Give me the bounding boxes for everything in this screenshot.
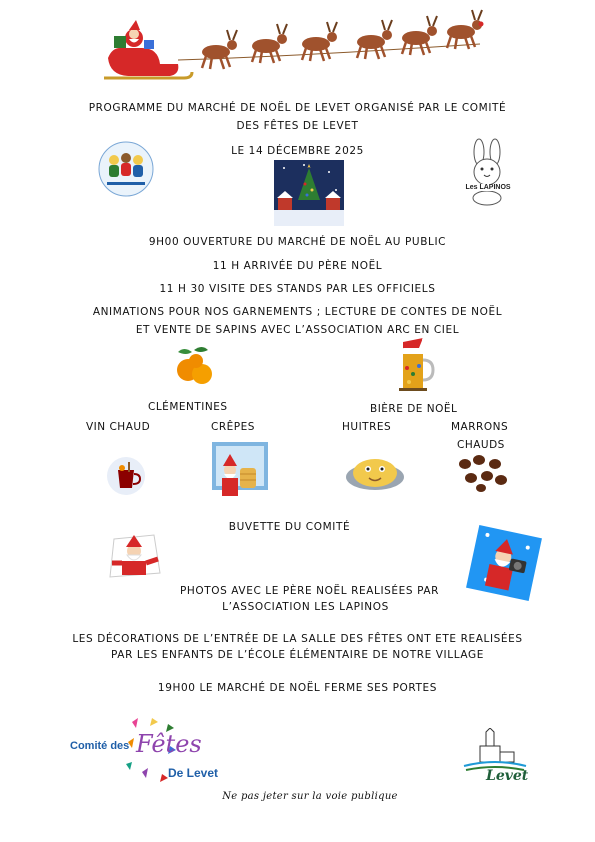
label-christmas-beer: BIÈRE DE NOËL [370, 403, 458, 415]
christmas-village-image [274, 160, 344, 226]
label-clementines: CLÉMENTINES [148, 401, 228, 413]
closing-time: 19H00 LE MARCHÉ DE NOËL FERME SES PORTES [157, 682, 438, 694]
label-crepes: CRÊPES [211, 421, 255, 433]
santa-through-wall-image [104, 533, 164, 581]
schedule-animations-line-2: ET VENTE DE SAPINS AVEC L’ASSOCIATION ARC EN CIEL [135, 324, 460, 336]
footer-notice: Ne pas jeter sur la voie publique [222, 791, 398, 802]
comite-logo-line-1: Comité des [70, 740, 130, 752]
comite-logo-fetes: Fêtes [136, 730, 202, 758]
mulled-wine-image [106, 456, 146, 496]
oyster-image [344, 449, 406, 493]
schedule-opening: 9H00 OUVERTURE DU MARCHÉ DE NOËL AU PUBLIC [148, 236, 447, 248]
label-oysters: HUITRES [342, 421, 392, 433]
lapinos-bunny-logo [453, 138, 523, 208]
schedule-officials-visit: 11 H 30 VISITE DES STANDS PAR LES OFFICIELS [159, 283, 436, 295]
event-date: LE 14 DÉCEMBRE 2025 [231, 145, 364, 157]
crepes-santa-image [210, 440, 270, 502]
roasted-chestnuts-image [455, 452, 511, 494]
levet-village-logo [460, 728, 530, 790]
label-chestnuts-line-1: MARRONS [451, 421, 509, 433]
kids-association-logo [97, 140, 155, 198]
lapinos-logo-text: Les LAPINOS [456, 184, 520, 191]
label-chestnuts-line-2: CHAUDS [457, 439, 505, 451]
title-line-2: DES FÊTES DE LEVET [236, 120, 359, 132]
comite-des-fetes-logo [70, 716, 230, 796]
christmas-beer-image [393, 338, 441, 394]
decorations-line-1: LES DÉCORATIONS DE L’ENTRÉE DE LA SALLE DES FÊTES ONT ETE REALISÉES [72, 633, 523, 645]
clementines-image [172, 344, 218, 388]
santa-sleigh-reindeer-illustration [100, 8, 500, 83]
photos-line-1: PHOTOS AVEC LE PÈRE NOËL REALISÉES PAR [179, 585, 440, 597]
schedule-animations-line-1: ANIMATIONS POUR NOS GARNEMENTS ; LECTURE DE CONTES DE NOËL [92, 306, 503, 318]
photos-line-2: L’ASSOCIATION LES LAPINOS [222, 601, 389, 613]
schedule-santa-arrival: 11 H ARRIVÉE DU PÈRE NOËL [212, 260, 383, 272]
comite-logo-line-2: De Levet [168, 766, 219, 780]
label-mulled-wine: VIN CHAUD [86, 421, 151, 433]
title-line-1: PROGRAMME DU MARCHÉ DE NOËL DE LEVET ORGANISÉ PAR LE COMITÉ [88, 102, 507, 114]
decorations-line-2: PAR LES ENFANTS DE L’ÉCOLE ÉLÉMENTAIRE DE NOTRE VILLAGE [111, 649, 484, 661]
levet-logo-text: Levet [486, 768, 529, 784]
buvette-label: BUVETTE DU COMITÉ [228, 521, 351, 533]
